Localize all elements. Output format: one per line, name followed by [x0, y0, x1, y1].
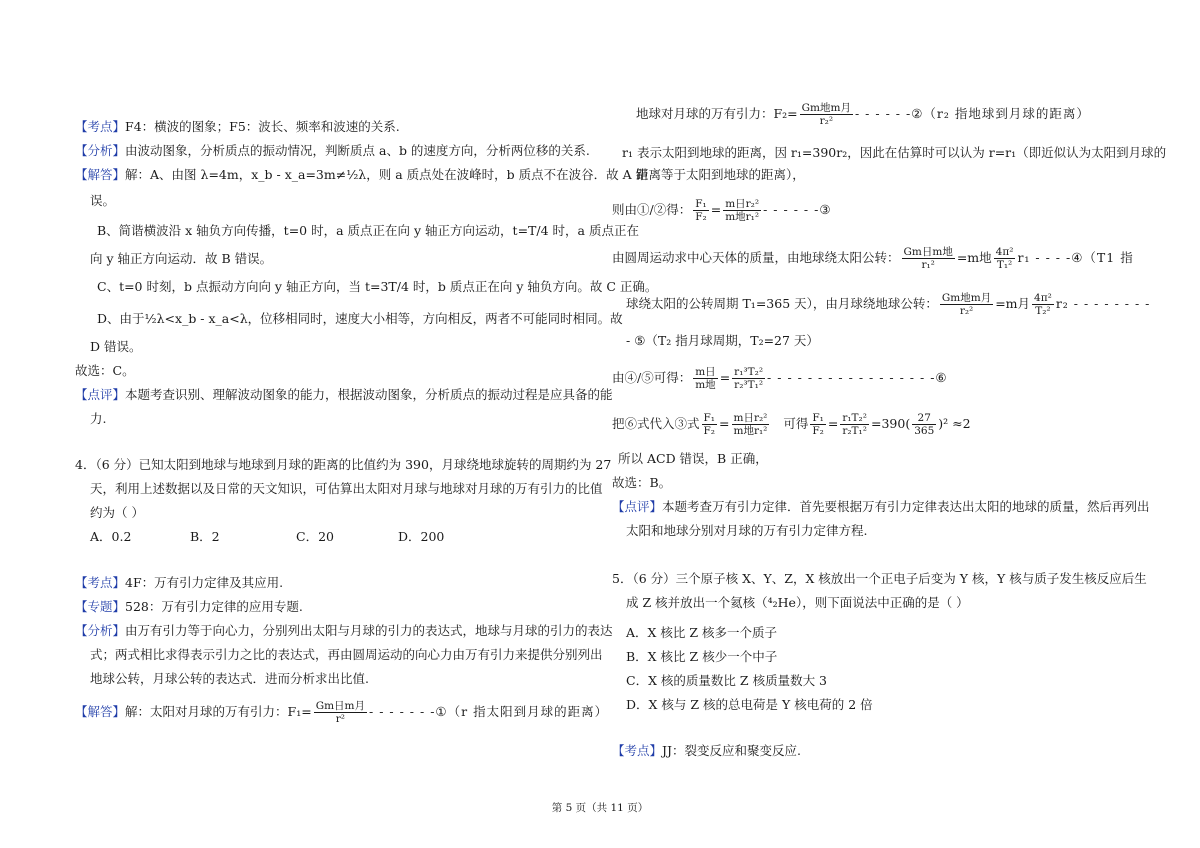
numerator: Gm日m地 — [903, 246, 953, 258]
eq4-mid: =m地 — [956, 250, 992, 265]
fraction-left — [693, 198, 709, 223]
page-footer: 第 5 页（共 11 页） — [551, 802, 649, 814]
eq3-prefix: 则由①/②得： — [612, 202, 692, 217]
r1-line1: r₁ 表示太阳到地球的距离，因 r₁=390r₂，因此在估算时可以认为 r=r₁（即近似认为太阳到月球的 — [622, 145, 1167, 160]
option-b-line2: 向 y 轴正方向运动．故 B 错误。 — [90, 251, 273, 266]
eq5-tail: r₂ - - - - - - - - — [1055, 296, 1151, 311]
jieda-2 — [75, 700, 608, 725]
eq6-tail: - - - - - - - - - - - - - - - - -⑥ — [767, 370, 948, 385]
fraction — [314, 700, 367, 725]
fraction — [800, 102, 853, 127]
tag: 【考点】 — [75, 575, 126, 590]
tag: 【考点】 — [612, 743, 663, 758]
fenxi-1 — [75, 142, 590, 160]
eq5-mid: =m月 — [995, 296, 1031, 311]
denominator: T₂² — [1035, 305, 1051, 317]
text: 解：A、由图 λ=4m，x_b - x_a=3m≠½λ，则 a 质点处在波峰时，b 质点不在波谷．故 A 错 — [125, 167, 649, 182]
q5-option-d: D．X 核与 Z 核的总电荷是 Y 核电荷的 2 倍 — [626, 697, 873, 712]
text: 528：万有引力定律的应用专题. — [125, 599, 303, 614]
tag: 【分析】 — [75, 143, 126, 158]
eq2-line — [636, 102, 1090, 127]
fraction-a — [702, 412, 718, 437]
eq6-line: 由④/⑤可得： $\frac{\text{m日}}{\text{m地}}$ = $\frac{\text{r₁³T₂²}}{\text{r₂³T₁²}}$ - - - - - - - - - - - - - - - - -⑥ — [612, 366, 948, 391]
eq7-prefix: 把⑥式代入③式 — [612, 416, 700, 431]
numerator: m日r₂² — [725, 198, 760, 210]
acd-line: 所以 ACD 错误，B 正确， — [618, 451, 768, 466]
numerator: r₁³T₂² — [734, 366, 764, 378]
option-d-line1: D、由于½λ<x_b - x_a<λ，位移相同时，速度大小相等，方向相反，两者不可能同时相同。故 — [97, 311, 623, 326]
eq2-tail: - - - - - -②（r₂ 指地球到月球的距离） — [854, 106, 1090, 121]
numerator: m日 — [695, 366, 716, 378]
eq4-line — [612, 246, 1134, 271]
eq6-prefix: 由④/⑤可得： — [612, 370, 692, 385]
q5-option-b: B．X 核比 Z 核少一个中子 — [626, 649, 778, 664]
q4-line3: 约为（ ） — [90, 505, 144, 520]
dianping-2 — [612, 498, 1150, 516]
fraction-c — [810, 412, 826, 437]
eq7-tail: ² ≈2 — [943, 416, 971, 431]
text: 由波动图象，分析质点的振动情况，判断质点 a、b 的速度方向，分析两位移的关系. — [125, 143, 590, 158]
text: 4F：万有引力定律及其应用. — [125, 575, 284, 590]
eq2-prefix: 地球对月球的万有引力：F₂= — [636, 106, 798, 121]
fenxi-2-line2: 式；两式相比求得表示引力之比的表达式，再由圆周运动的向心力由万有引力来提供分别列出 — [90, 647, 603, 662]
eq5-prefix: 球绕太阳的公转周期 T₁=365 天），由月球绕地球公转： — [626, 296, 938, 311]
option-c-line: C、t=0 时刻，b 点振动方向向 y 轴正方向，当 t=3T/4 时，b 质点正在向 y 轴负方向。故 C 正确。 — [97, 279, 658, 294]
eq3-tail: - - - - - -③ — [763, 202, 832, 217]
eq3-line: 则由①/②得： $\frac{\text{F₁}}{\text{F₂}}$ = $\frac{\text{m日r₂²}}{\text{m地r₁²}}$ - - - - - -③ — [612, 198, 832, 223]
q4-option-c: C．20 — [296, 529, 334, 544]
tag: 【点评】 — [612, 499, 663, 514]
kaodian-5 — [612, 742, 801, 760]
choice-1: 故选：C。 — [75, 363, 135, 378]
fraction-right — [994, 246, 1016, 271]
dianping-2-cont: 太阳和地球分别对月球的万有引力定律方程. — [626, 523, 868, 538]
fraction-b — [732, 412, 770, 437]
text: 解：太阳对月球的万有引力： — [125, 704, 288, 719]
denominator: T₁² — [996, 259, 1013, 271]
denominator: r₂³T₁² — [734, 379, 764, 391]
tag: 【分析】 — [75, 623, 126, 638]
jieda-1-cont: 误。 — [90, 193, 116, 208]
denominator: m地 — [695, 379, 716, 391]
q5-line1: 5．（6 分）三个原子核 X、Y、Z，X 核放出一个正电子后变为 Y 核，Y 核与质子发生核反应后生 — [612, 571, 1147, 586]
tag: 【考点】 — [75, 119, 126, 134]
text: 本题考查万有引力定律．首先要根据万有引力定律表达出太阳的地球的质量，然后再列出 — [662, 499, 1150, 514]
text: F4：横波的图象；F5：波长、频率和波速的关系. — [125, 119, 400, 134]
tag: 【解答】 — [75, 167, 126, 182]
fraction-left — [940, 292, 993, 317]
eq5-line — [626, 292, 1150, 317]
formula-f1: F₁= — [287, 704, 312, 719]
formula-tail: - - - - - - -①（r 指太阳到月球的距离） — [369, 704, 609, 719]
denominator: r₂² — [959, 305, 974, 317]
dianping-1 — [75, 386, 613, 404]
denominator: F₂ — [703, 425, 716, 437]
denominator: r₁² — [921, 259, 935, 271]
eq7-equals: =390 — [870, 416, 906, 431]
r1-line2: 距离等于太阳到地球的距离）， — [636, 167, 805, 182]
dianping-1-cont: 力. — [90, 411, 107, 426]
text: 本题考查识别、理解波动图象的能力，根据波动图象，分析质点的振动过程是应具备的能 — [125, 387, 613, 402]
numerator: F₁ — [695, 198, 707, 210]
numerator: m日r₂² — [733, 412, 768, 424]
eq4-prefix: 由圆周运动求中心天体的质量，由地球绕太阳公转： — [612, 250, 900, 265]
numerator: 27 — [912, 412, 936, 425]
numerator: F₁ — [703, 412, 716, 424]
eq4-tail: r₁ - - - -④（T1 指 — [1017, 250, 1134, 265]
denominator: F₂ — [695, 211, 707, 223]
tag: 【解答】 — [75, 704, 126, 719]
denominator: r₂T₁² — [842, 425, 867, 437]
option-d-line2: D 错误。 — [90, 339, 142, 354]
fraction-left — [693, 366, 717, 391]
kaodian-2 — [75, 574, 283, 592]
denominator: r₂² — [819, 115, 834, 127]
q4-option-a: A．0.2 — [90, 529, 132, 544]
tag: 【点评】 — [75, 387, 126, 402]
option-b-line1: B、简谐横波沿 x 轴负方向传播，t=0 时，a 质点正在向 y 轴正方向运动，t=T/4 时，a 质点正在 — [97, 223, 639, 238]
fraction-right — [723, 198, 761, 223]
q4-line1: 4．（6 分）已知太阳到地球与地球到月球的距离的比值约为 390，月球绕地球旋转的周期约为 27 — [75, 457, 612, 472]
eq5-cont: - ⑤（T₂ 指月球周期，T₂=27 天） — [626, 333, 819, 348]
q5-option-a: A．X 核比 Z 核多一个质子 — [626, 625, 778, 640]
fraction-right — [732, 366, 765, 391]
fenxi-2-line3: 地球公转，月球公转的表达式．进而分析求出比值. — [90, 671, 369, 686]
choice-2: 故选：B。 — [612, 475, 672, 490]
jieda-1 — [75, 166, 648, 184]
tag: 【专题】 — [75, 599, 126, 614]
zhuanti-2 — [75, 598, 303, 616]
denominator: m地r₁² — [725, 211, 760, 223]
denominator: 365 — [914, 425, 935, 437]
numerator: F₁ — [812, 412, 824, 424]
fraction-left — [902, 246, 955, 271]
numerator: Gm日m月 — [315, 700, 366, 712]
numerator: Gm地m月 — [941, 292, 992, 304]
denominator: r² — [335, 713, 345, 725]
q4-line2: 天，利用上述数据以及日常的天文知识，可估算出太阳对月球与地球对月球的万有引力的比值 — [90, 481, 603, 496]
kaodian-1 — [75, 118, 400, 136]
text: JJ：裂变反应和聚变反应. — [662, 743, 802, 758]
numerator: Gm地m月 — [801, 102, 851, 114]
q4-option-d: D．200 — [398, 529, 445, 544]
eq7-mid: 可得 — [783, 416, 809, 431]
text: 由万有引力等于向心力，分别列出太阳与月球的引力的表达式，地球与月球的引力的表达 — [125, 623, 613, 638]
q4-option-b: B．2 — [190, 529, 220, 544]
q5-line2: 成 Z 核并放出一个氦核（⁴₂He），则下面说法中正确的是（ ） — [626, 595, 969, 610]
denominator: m地r₁² — [733, 425, 768, 437]
denominator: F₂ — [812, 425, 824, 437]
fenxi-2 — [75, 622, 613, 640]
fraction-e — [912, 412, 936, 437]
fraction-d — [840, 412, 869, 437]
numerator: 4π² — [1034, 292, 1052, 304]
eq7-line: 把⑥式代入③式 $\frac{\text{F₁}}{\text{F₂}}$ = $\frac{\text{m日r₂²}}{\text{m地r₁²}}$ 可得 $\frac{\text{F₁}}{\text{F₂}}$ = $\frac{\text{r₁T₂²}}{\text{r₂T₁²}}$ =390( $\frac{27}{365}$ )² ≈2 — [612, 412, 971, 437]
fraction-right — [1032, 292, 1054, 317]
numerator: r₁T₂² — [842, 412, 867, 424]
numerator: 4π² — [995, 246, 1014, 258]
q5-option-c: C．X 核的质量数比 Z 核质量数大 3 — [626, 673, 827, 688]
